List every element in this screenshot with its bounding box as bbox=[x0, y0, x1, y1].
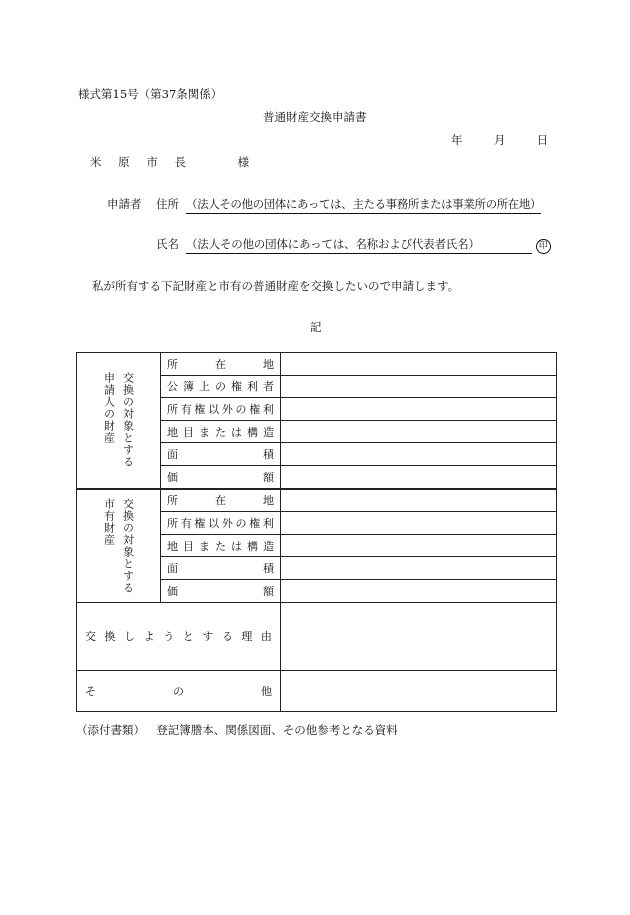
field-land-category: 地 目 ま た は 構 造 bbox=[161, 420, 281, 443]
addressee-honorific: 様 bbox=[237, 155, 250, 169]
date-month: 月 bbox=[493, 133, 506, 147]
property-table bbox=[76, 352, 557, 712]
form-number: 様式第15号（第37条関係） bbox=[78, 87, 223, 101]
input-area[interactable] bbox=[281, 557, 557, 580]
page-title: 普通財産交換申請書 bbox=[263, 110, 367, 124]
group-city-property bbox=[77, 489, 161, 602]
field-area: 面 積 bbox=[161, 557, 281, 580]
addressee-char: 市 bbox=[146, 155, 158, 169]
input-value[interactable] bbox=[281, 579, 557, 602]
name-label: 氏名 bbox=[156, 237, 179, 251]
applicant-label: 申請者 bbox=[107, 197, 142, 211]
addressee-char: 長 bbox=[174, 155, 186, 169]
date-day: 日 bbox=[536, 133, 549, 147]
input-exchange-reason[interactable] bbox=[281, 602, 557, 670]
field-other-rights: 所 有 権 以 外 の 権 利 bbox=[161, 398, 281, 421]
field-location: 所 在 地 bbox=[161, 489, 281, 512]
field-value: 価 額 bbox=[161, 465, 281, 488]
input-location[interactable] bbox=[281, 489, 557, 512]
input-other[interactable] bbox=[281, 670, 557, 711]
group-city-col2: 市有財産 bbox=[102, 497, 116, 546]
group-city-col1: 交換の対象とする bbox=[121, 497, 135, 594]
input-other-rights[interactable] bbox=[281, 398, 557, 421]
date-year: 年 bbox=[451, 133, 463, 147]
seal-mark: 印 bbox=[536, 239, 551, 254]
attachments-label: （添付書類） bbox=[76, 723, 145, 737]
field-land-category: 地 目 ま た は 構 造 bbox=[161, 534, 281, 557]
input-other-rights[interactable] bbox=[281, 512, 557, 535]
field-value: 価 額 bbox=[161, 579, 281, 602]
field-other-rights: 所 有 権 以 外 の 権 利 bbox=[161, 512, 281, 535]
field-registered-holder: 公 簿 上 の 権 利 者 bbox=[161, 375, 281, 398]
name-field-text: （法人その他の団体にあっては、名称および代表者氏名） bbox=[186, 236, 532, 254]
date-line bbox=[451, 132, 548, 148]
addressee bbox=[90, 154, 249, 170]
field-other: そ の 他 bbox=[77, 670, 281, 711]
field-location: 所 在 地 bbox=[161, 353, 281, 376]
input-registered-holder[interactable] bbox=[281, 375, 557, 398]
input-location[interactable] bbox=[281, 353, 557, 376]
input-land-category[interactable] bbox=[281, 420, 557, 443]
field-exchange-reason: 交 換 し よ う と す る 理 由 bbox=[77, 602, 281, 670]
attachments-text: 登記簿謄本、関係図面、その他参考となる資料 bbox=[156, 723, 398, 737]
input-land-category[interactable] bbox=[281, 534, 557, 557]
ki-heading: 記 bbox=[310, 320, 322, 334]
field-area: 面 積 bbox=[161, 443, 281, 466]
addressee-char: 原 bbox=[118, 155, 130, 169]
address-label: 住所 bbox=[156, 197, 179, 211]
group-applicant-property bbox=[77, 353, 161, 489]
addressee-char: 米 bbox=[90, 155, 102, 169]
input-area[interactable] bbox=[281, 443, 557, 466]
input-value[interactable] bbox=[281, 465, 557, 488]
address-field[interactable]: （法人その他の団体にあっては、主たる事務所または事業所の所在地） bbox=[186, 196, 541, 214]
attachments bbox=[76, 722, 398, 738]
group-applicant-col1: 交換の対象とする bbox=[121, 372, 135, 469]
group-applicant-col2: 申請人の財産 bbox=[102, 372, 116, 445]
name-field[interactable] bbox=[186, 236, 551, 254]
statement: 私が所有する下記財産と市有の普通財産を交換したいので申請します。 bbox=[92, 279, 460, 293]
